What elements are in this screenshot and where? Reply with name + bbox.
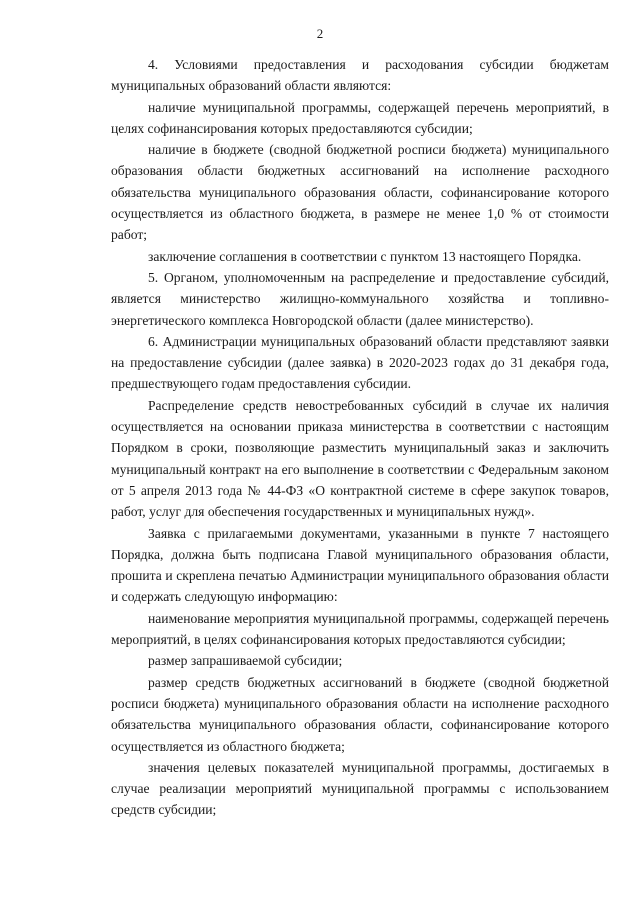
paragraph-authorized-body: 5. Органом, уполномоченным на распределение и предоставление субсидий, является министерство жилищно-коммунального хозяйства и топливно-энергетического комплекса Новгородской области (далее министерство).	[111, 269, 609, 328]
paragraph-applications: 6. Администрации муниципальных образований области представляют заявки на предоставление субсидии (далее заявка) в 2020-2023 годах до 31 декабря года, предшествующего годам предоставления субсидии.	[111, 333, 609, 392]
page-number: 2	[316, 26, 324, 41]
document-body	[111, 54, 609, 821]
paragraph-municipal-program: наличие муниципальной программы, содержащей перечень мероприятий, в целях софинансирования которых предоставляются субсидии;	[111, 99, 609, 136]
paragraph-budget-allocations: наличие в бюджете (сводной бюджетной росписи бюджета) муниципального образования области бюджетных ассигнований на исполнение расходного обязательства муниципального образования области, софинансирование которого осуществляется из областного бюджета, в размере не менее 1,0 % от стоимости работ;	[111, 142, 609, 243]
paragraph-event-name: наименование мероприятия муниципальной программы, содержащей перечень мероприятий, в целях софинансирования которых предоставляются субсидии;	[111, 610, 609, 648]
paragraph-application-content: Заявка с прилагаемыми документами, указанными в пункте 7 настоящего Порядка, должна быть подписана Главой муниципального образования области, прошита и скреплена печатью Администрации муниципального образования области и содержать следующую информацию:	[111, 525, 609, 605]
paragraph-subsidy-amount: размер запрашиваемой субсидии;	[148, 653, 343, 669]
paragraph-cofinancing-amount: размер средств бюджетных ассигнований в бюджете (сводной бюджетной росписи бюджета) муниципального образования области на исполнение расходного обязательства муниципального образования области, софинансирование которого осуществляется из областного бюджета;	[111, 674, 609, 754]
paragraph-unclaimed-funds: Распределение средств невостребованных субсидий в случае их наличия осуществляется на основании приказа министерства в соответствии с настоящим Порядком в сроки, позволяющие разместить муниципальный заказ и заключить муниципальный контракт на его выполнение в соответствии с Федеральным законом от 5 апреля 2013 года № 44-ФЗ «О контрактной системе в сфере закупок товаров, работ, услуг для обеспечения государственных и муниципальных нужд».	[111, 397, 609, 520]
paragraph-conditions-heading: 4. Условиями предоставления и расходования субсидии бюджетам муниципальных образований области являются:	[111, 57, 609, 94]
paragraph-agreement: заключение соглашения в соответствии с пунктом 13 настоящего Порядка.	[148, 248, 582, 264]
paragraph-target-indicators: значения целевых показателей муниципальной программы, достигаемых в случае реализации мероприятий муниципальной программы с использованием средств субсидии;	[111, 759, 609, 818]
